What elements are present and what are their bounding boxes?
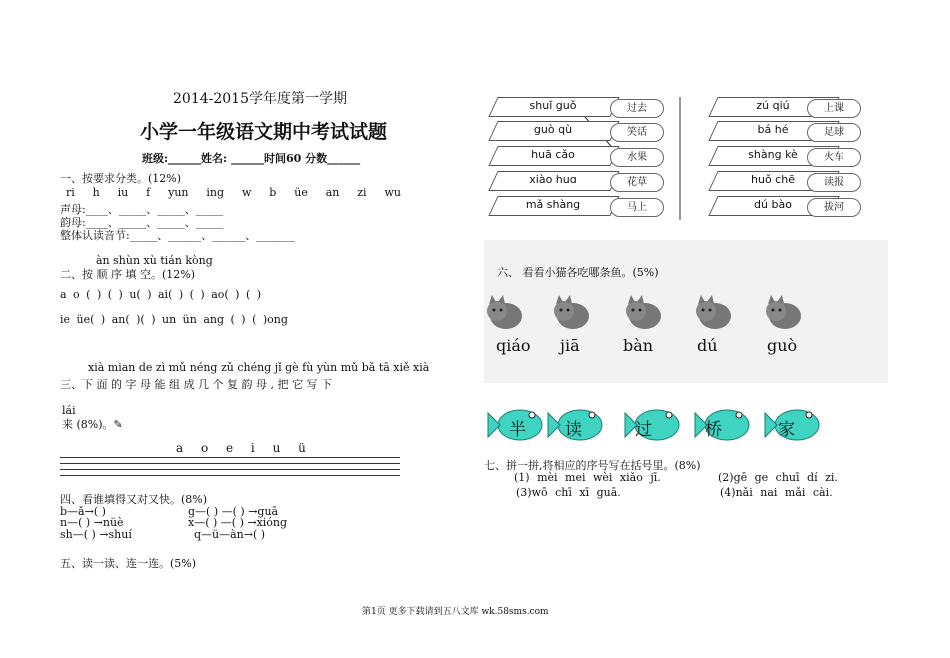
fish-char: 过 [635, 420, 652, 440]
writing-line[interactable] [60, 463, 400, 464]
q1-letter: yun [168, 186, 189, 199]
cat-pinyin: bàn [623, 336, 654, 355]
word-oval[interactable]: 拔河 [807, 198, 861, 217]
q2-row1[interactable]: a o ( ) ( ) u( ) ai( ) ( ) ao( ) ( ) [60, 288, 262, 301]
q1-letter: ri [66, 186, 75, 199]
pinyin-card-label: huā cǎo [531, 148, 575, 161]
cat-icon [623, 294, 663, 332]
q4-row1-right[interactable]: g—( ) —( ) →guā [188, 505, 279, 518]
q5-heading: 五、读一读、连一连。(5%) [60, 557, 197, 570]
q2-row2[interactable]: ie üe( ) an( )( ) un ün ang ( ) ( )ong [60, 313, 288, 326]
cat-pinyin: qiáo [496, 336, 531, 355]
q6-heading: 六、 看看小猫各吃哪条鱼。(5%) [497, 266, 659, 279]
q7-item-2: (2)gē ge chuī dí zi. [718, 471, 838, 484]
q1-shengmu-line[interactable]: 声母:____、_____、_____、_____ [60, 203, 224, 216]
writing-line[interactable] [60, 475, 400, 476]
fish-char: 读 [565, 420, 582, 440]
q7-heading: 七、拼一拼,将相应的序号写在括号里。(8%) [484, 459, 701, 472]
word-oval[interactable]: 足球 [807, 123, 861, 142]
pinyin-card-label: dú bào [754, 198, 792, 211]
word-oval[interactable]: 过去 [610, 99, 664, 118]
q1-letter: w [241, 186, 252, 199]
page-footer: 第1页 更多下载请到五八文库 wk.58sms.com [362, 607, 549, 617]
cat-icon [763, 294, 803, 332]
pinyin-card-label: shuǐ guǒ [529, 99, 577, 112]
q1-zhengti-line[interactable]: 整体认读音节:_____、______、______、_______ [60, 229, 295, 242]
cat-icon [693, 294, 733, 332]
writing-line[interactable] [60, 457, 400, 458]
q1-letter: ing [206, 186, 225, 199]
q7-item-3: (3)wō chī xī guā. [516, 486, 621, 499]
q4-row2-right[interactable]: x—( ) —( ) →xióng [188, 516, 288, 529]
fish-char: 半 [509, 420, 526, 440]
q1-letter: f [146, 186, 151, 199]
pinyin-card-label: zú qiú [756, 99, 790, 112]
q1-letter: zi [357, 186, 367, 199]
q1-heading: 一、按要求分类。(12%) [60, 172, 182, 185]
q1-letter: b [269, 186, 277, 199]
cat-pinyin: jiā [560, 336, 580, 355]
pinyin-card-label: xiào huɑ [529, 173, 577, 186]
q1-letter: iu [117, 186, 129, 199]
q1-letters [66, 186, 401, 199]
pinyin-card-label: huǒ chē [751, 173, 795, 186]
pinyin-card-label: mǎ shàng [525, 198, 581, 211]
cat-icon [551, 294, 591, 332]
q4-heading: 四、看谁填得又对又快。(8%) [60, 493, 208, 506]
q4-row3-right[interactable]: q—ü—àn→( ) [194, 528, 266, 541]
school-year: 2014-2015学年度第一学期 [173, 91, 347, 107]
q3-heading: 三、下 面 的 字 母 能 组 成 几 个 复 韵 母 , 把 它 写 下 [60, 378, 332, 391]
pinyin-card-label: shàng kè [748, 148, 798, 161]
q3-letters: a o e i u ü [176, 441, 306, 455]
q6-panel [484, 240, 888, 383]
q7-item-4: (4)nǎi nai mǎi cài. [720, 486, 833, 499]
pinyin-card-label: guò qù [533, 123, 573, 136]
fish-icon [693, 405, 753, 445]
pinyin-card-label: bá hé [757, 123, 789, 136]
word-oval[interactable]: 马上 [610, 198, 664, 217]
q4-row2-left[interactable]: n—( ) →nüè [60, 516, 124, 529]
q7-item-1: (1) mèi mei wèi xiǎo jī. [514, 471, 661, 484]
q3-pinyin-lai: lái [62, 404, 76, 417]
q2-pinyin-hint: àn shùn xù tián kòng [96, 254, 213, 267]
q4-row1-left[interactable]: b—ǎ→( ) [60, 505, 106, 518]
word-oval[interactable]: 笑话 [610, 123, 664, 142]
cat-pinyin: guò [767, 336, 798, 355]
cat-icon [484, 294, 524, 332]
q4-row3-left[interactable]: sh—( ) →shuí [60, 528, 132, 541]
q1-letter: üe [294, 186, 308, 199]
q1-yunmu-line[interactable]: 韵母:____、_____、_____、_____ [60, 216, 224, 229]
q3-heading-cont: 来 (8%)。✎ [62, 418, 123, 431]
q1-letter: wu [384, 186, 401, 199]
fish-char: 家 [778, 420, 795, 440]
word-oval[interactable]: 上课 [807, 99, 861, 118]
q1-letter: h [92, 186, 100, 199]
q1-letter: an [325, 186, 340, 199]
student-info-line: 班级:______姓名: ______时间60 分数______ [142, 152, 361, 165]
cat-pinyin: dú [697, 336, 718, 355]
exam-title: 小学一年级语文期中考试试题 [140, 121, 388, 143]
fish-icon [623, 405, 683, 445]
q2-heading: 二、按 顺 序 填 空。(12%) [60, 268, 196, 281]
q3-pinyin-hint: xià mian de zì mǔ néng zǔ chéng jǐ gè fù yùn mǔ bǎ tā xiě xià [88, 361, 430, 374]
word-oval[interactable]: 火车 [807, 148, 861, 167]
fish-char: 桥 [705, 420, 722, 440]
word-oval[interactable]: 读报 [807, 173, 861, 192]
writing-line[interactable] [60, 469, 400, 470]
word-oval[interactable]: 花草 [610, 173, 664, 192]
word-oval[interactable]: 水果 [610, 148, 664, 167]
